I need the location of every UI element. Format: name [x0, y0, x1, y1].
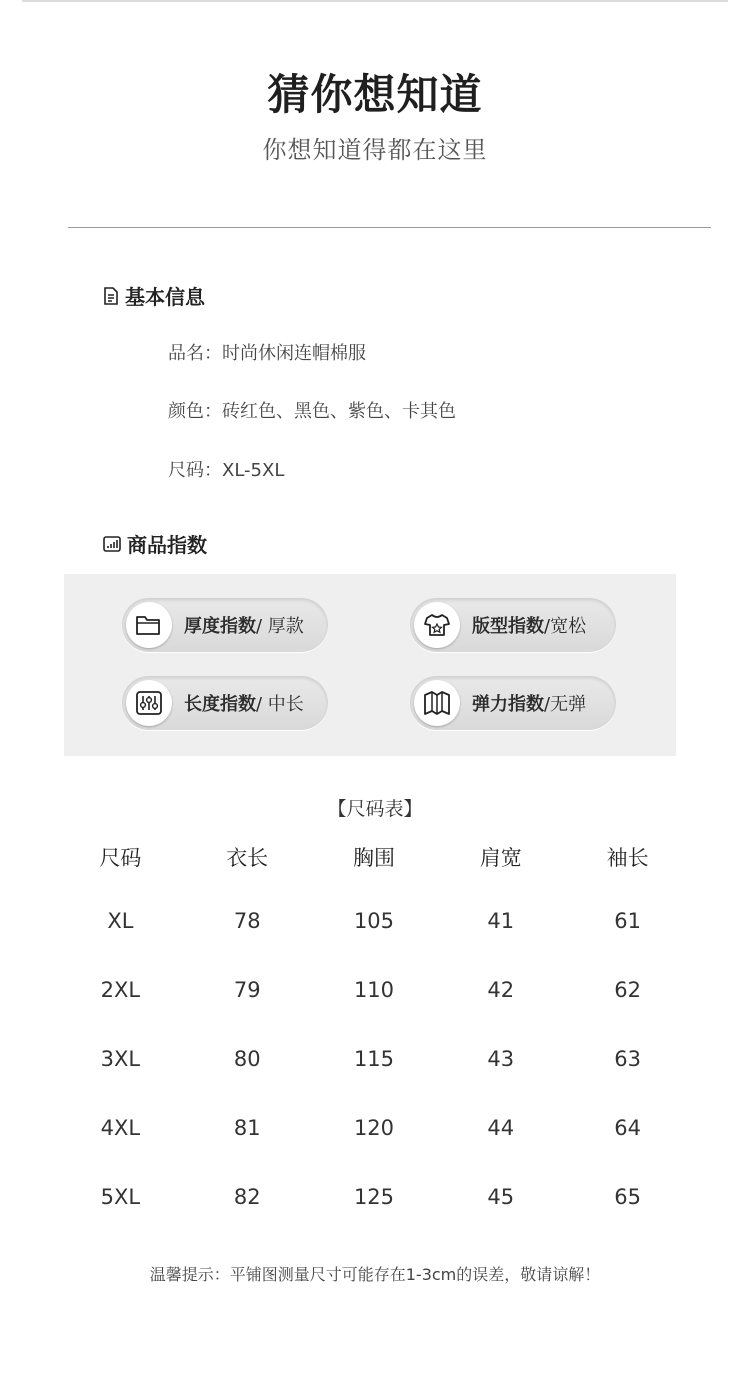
index-fit-label: 版型指数 [472, 616, 544, 637]
table-cell: 41 [487, 908, 515, 933]
index-thickness-value: / 厚款 [256, 616, 304, 637]
index-thickness [122, 598, 328, 652]
table-cell: 45 [487, 1184, 515, 1209]
info-line-name: 品名：时尚休闲连帽棉服 [168, 343, 366, 364]
map-fold-icon [414, 680, 460, 726]
table-cell: 3XL [100, 1046, 141, 1071]
table-cell: 4XL [100, 1115, 141, 1140]
index-length-label: 长度指数 [184, 694, 256, 715]
table-cell: 110 [353, 977, 395, 1002]
column-header: 尺码 [99, 846, 142, 870]
index-elasticity-value: /无弹 [544, 694, 587, 715]
index-length [122, 676, 328, 730]
table-row [57, 1162, 691, 1231]
document-icon [103, 287, 119, 305]
index-length-value: / 中长 [256, 694, 304, 715]
table-cell: 64 [614, 1115, 641, 1140]
table-cell: 42 [487, 977, 515, 1002]
sliders-icon [126, 680, 172, 726]
table-cell: XL [107, 908, 134, 933]
product-index-heading-label: 商品指数 [127, 533, 207, 557]
table-cell: 125 [353, 1184, 395, 1209]
table-cell: 115 [353, 1046, 395, 1071]
column-header: 肩宽 [479, 846, 522, 870]
size-table [57, 828, 691, 1231]
basic-info-heading-label: 基本信息 [125, 285, 205, 309]
table-row [57, 1093, 691, 1162]
table-cell: 81 [233, 1115, 261, 1140]
table-cell: 65 [614, 1184, 641, 1209]
table-cell: 2XL [100, 977, 141, 1002]
info-line-color: 颜色：砖红色、黑色、紫色、卡其色 [168, 401, 456, 422]
table-cell: 61 [614, 908, 641, 933]
index-elasticity [410, 676, 616, 730]
top-rule [22, 0, 728, 2]
column-header: 袖长 [606, 846, 649, 870]
table-cell: 63 [614, 1046, 641, 1071]
tshirt-icon [414, 602, 460, 648]
table-cell: 80 [233, 1046, 261, 1071]
table-cell: 43 [487, 1046, 515, 1071]
table-cell: 62 [614, 977, 641, 1002]
table-cell: 105 [353, 908, 395, 933]
table-row [57, 1024, 691, 1093]
index-elasticity-label: 弹力指数 [472, 694, 544, 715]
column-header: 衣长 [226, 846, 269, 870]
index-fit [410, 598, 616, 652]
table-cell: 79 [233, 977, 261, 1002]
page-subtitle: 你想知道得都在这里 [262, 136, 488, 164]
size-chart-caption: 【尺码表】 [327, 798, 423, 820]
table-cell: 82 [233, 1184, 261, 1209]
index-thickness-label: 厚度指数 [184, 616, 256, 637]
folder-icon [126, 602, 172, 648]
index-fit-value: /宽松 [544, 616, 587, 637]
info-line-size: 尺码：XL-5XL [168, 460, 285, 481]
table-cell: 5XL [100, 1184, 141, 1209]
section-divider [68, 227, 711, 228]
table-cell: 44 [487, 1115, 515, 1140]
table-row [57, 886, 691, 955]
page-title: 猜你想知道 [267, 70, 483, 119]
measurement-tip: 温馨提示：平铺图测量尺寸可能存在1-3cm的误差，敬请谅解！ [149, 1265, 601, 1284]
size-table-header [57, 828, 691, 886]
product-index-heading [103, 529, 207, 558]
column-header: 胸围 [352, 846, 395, 870]
bar-chart-icon [103, 535, 121, 553]
table-cell: 120 [353, 1115, 395, 1140]
basic-info-heading [103, 281, 205, 310]
product-index-panel [64, 574, 676, 756]
table-row [57, 955, 691, 1024]
table-cell: 78 [233, 908, 261, 933]
